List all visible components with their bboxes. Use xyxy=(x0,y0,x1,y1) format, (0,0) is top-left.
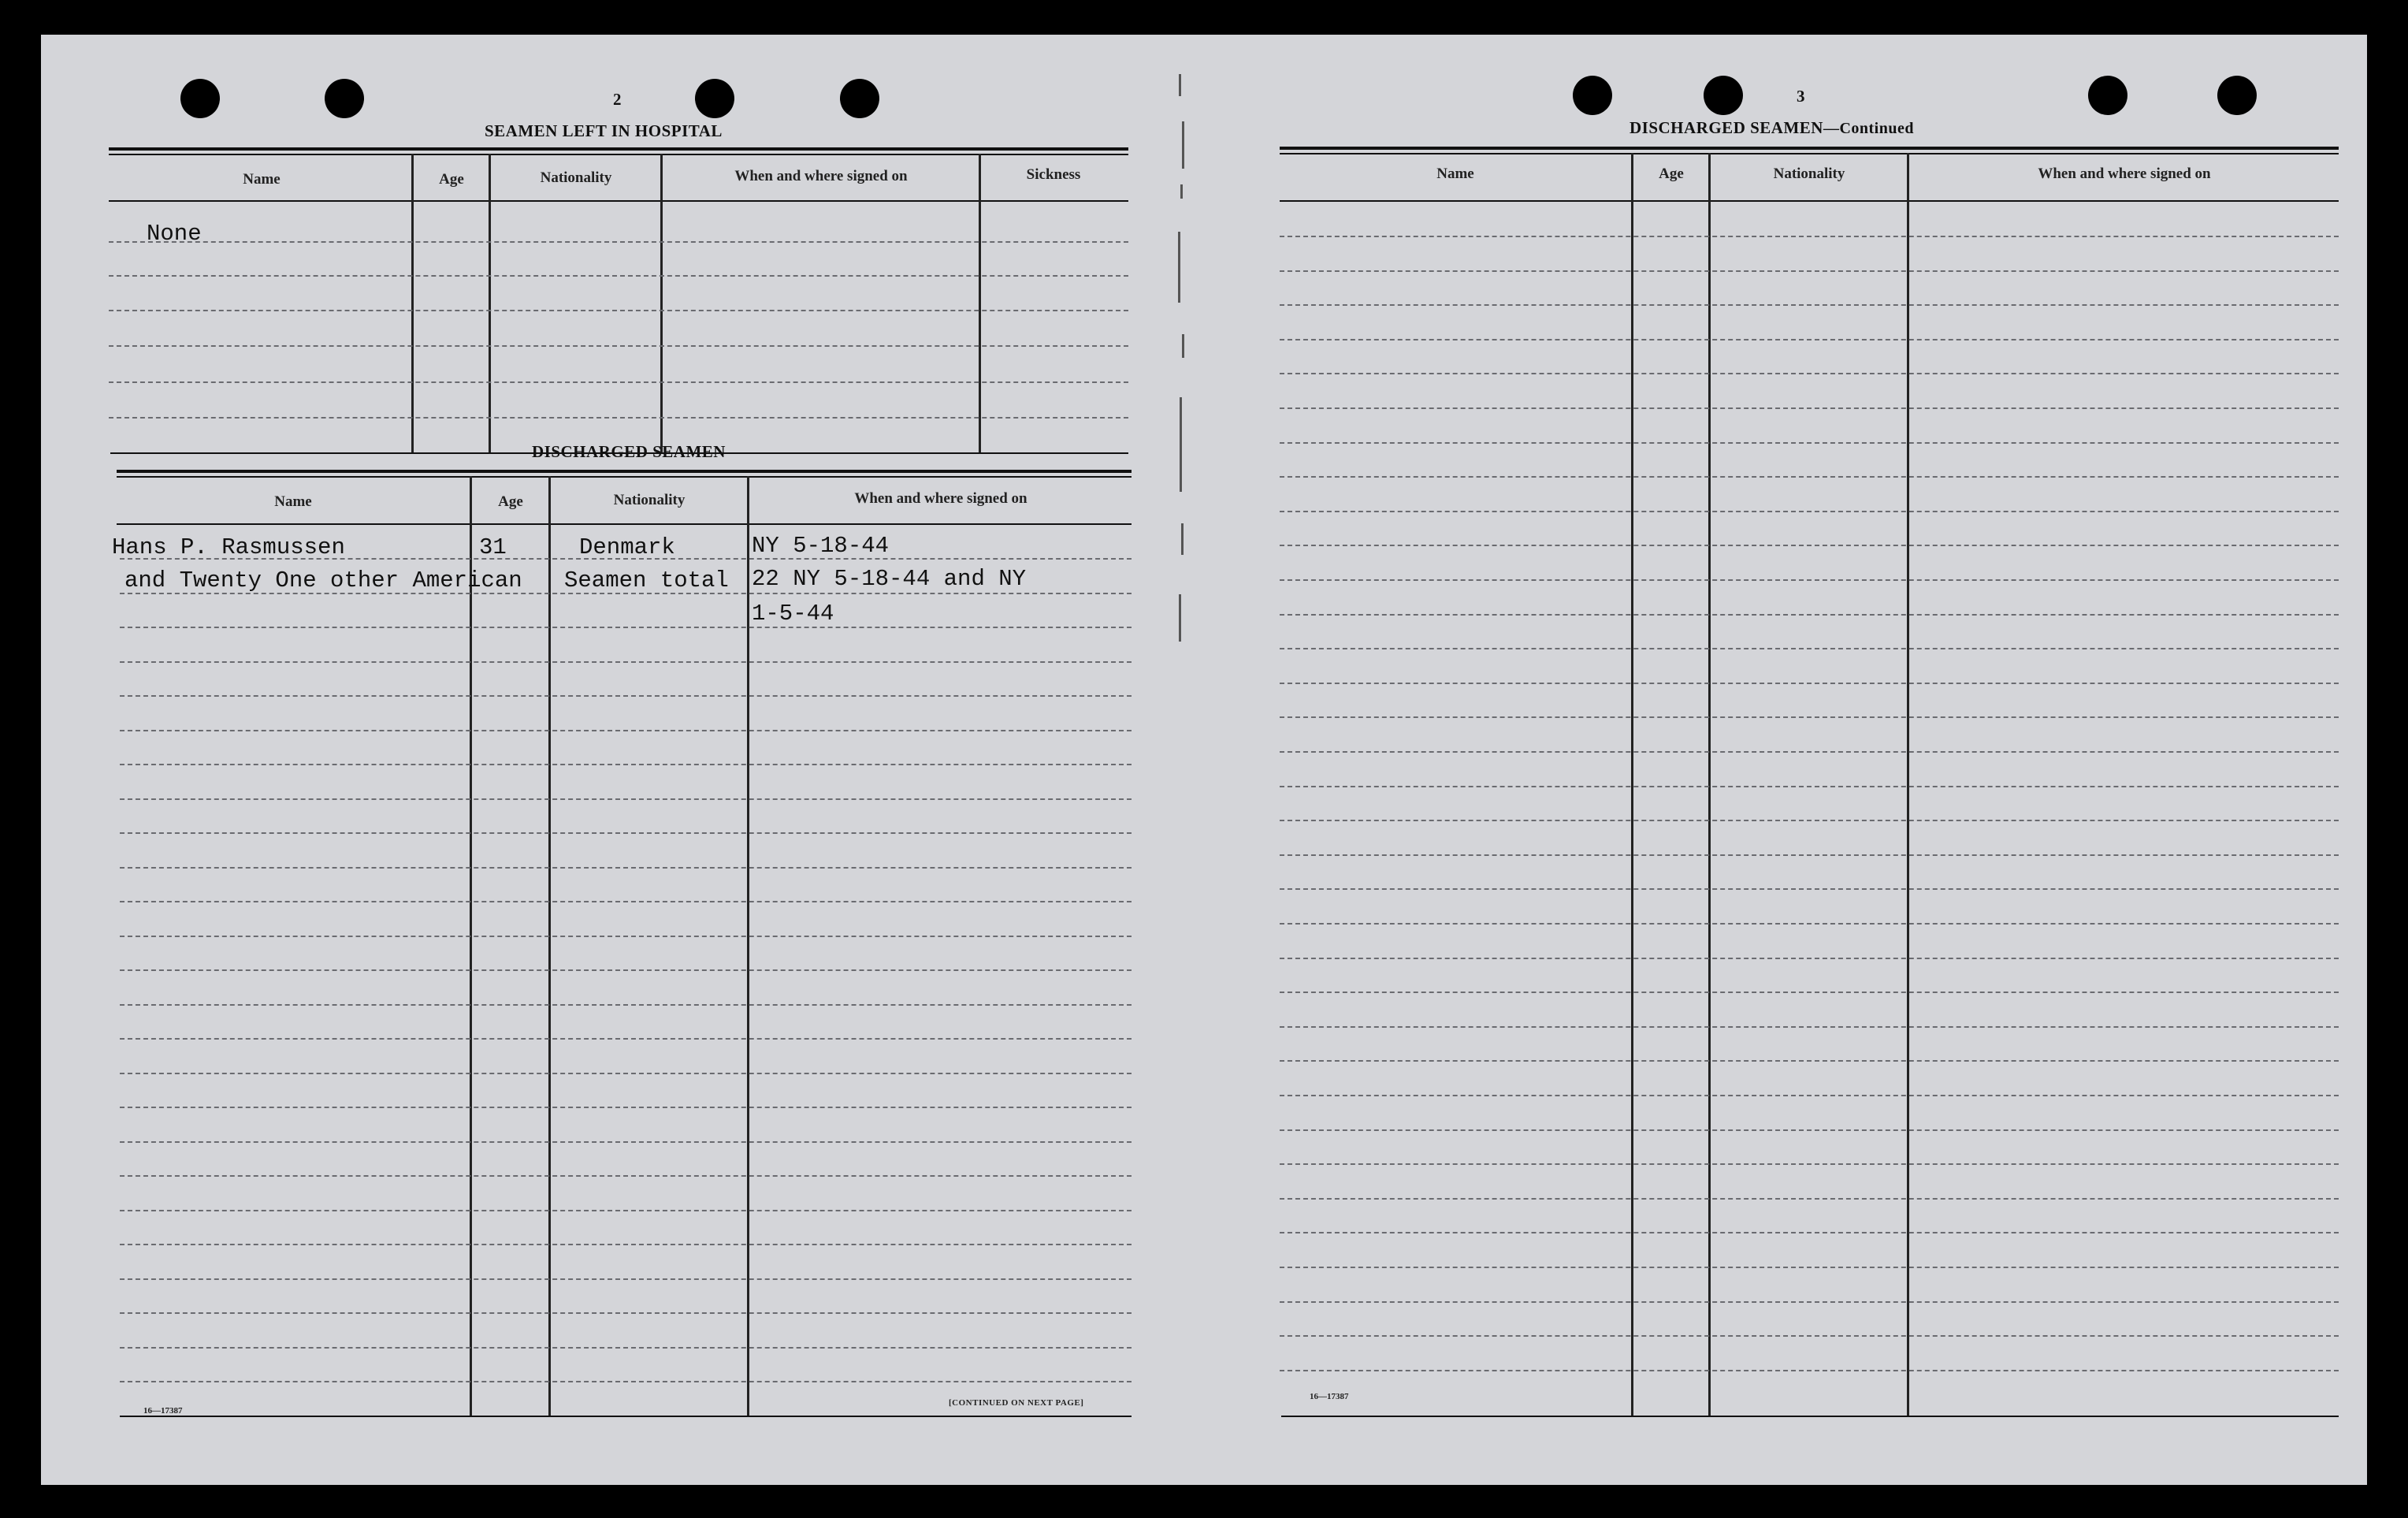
column-divider xyxy=(470,476,472,1416)
entry-line xyxy=(1280,1232,2339,1233)
header-rule xyxy=(1280,200,2339,202)
entry-line xyxy=(109,381,1128,383)
entry-line xyxy=(120,661,1132,663)
entry-line xyxy=(120,1312,1132,1314)
entry-line xyxy=(1280,854,2339,856)
entry-line xyxy=(120,901,1132,902)
table-bottom-rule xyxy=(120,1416,1132,1417)
entry-line xyxy=(1280,888,2339,890)
header-rule xyxy=(109,200,1128,202)
entry-line xyxy=(120,969,1132,971)
column-header-nationality: Nationality xyxy=(1773,166,1845,182)
table-top-rule xyxy=(117,476,1132,478)
column-header-signed-on: When and where signed on xyxy=(854,490,1027,507)
table-top-rule xyxy=(1280,153,2339,154)
binder-hole xyxy=(325,79,364,118)
entry-line xyxy=(120,764,1132,765)
row-2-nationality: Seamen total xyxy=(564,567,729,593)
entry-line xyxy=(109,310,1128,311)
entry-line xyxy=(120,832,1132,834)
row-2-name: and Twenty One other American xyxy=(124,567,522,593)
entry-line xyxy=(1280,1026,2339,1028)
column-divider xyxy=(489,154,491,453)
entry-line xyxy=(120,1038,1132,1040)
form-number: 16—17387 xyxy=(1310,1392,1349,1401)
binder-hole xyxy=(1704,76,1743,115)
column-divider xyxy=(660,154,663,453)
entry-line xyxy=(1280,820,2339,821)
row-1-signed-on: NY 5-18-44 xyxy=(752,533,890,559)
section-title-hospital: SEAMEN LEFT IN HOSPITAL xyxy=(485,121,723,140)
binder-hole xyxy=(180,79,220,118)
entry-line xyxy=(120,1175,1132,1177)
entry-line xyxy=(120,1004,1132,1006)
row-2-signed-on: 22 NY 5-18-44 and NY xyxy=(752,566,1027,592)
column-header-nationality: Nationality xyxy=(613,492,686,508)
entry-line xyxy=(1280,923,2339,925)
entry-line xyxy=(1280,1335,2339,1337)
entry-line xyxy=(1280,407,2339,409)
entry-line xyxy=(120,1278,1132,1280)
column-divider xyxy=(411,154,414,453)
column-header-name: Name xyxy=(1436,166,1474,182)
entry-line xyxy=(1280,716,2339,718)
entry-line xyxy=(109,275,1128,277)
continued-note: [CONTINUED ON NEXT PAGE] xyxy=(949,1398,1084,1408)
entry-line xyxy=(1280,373,2339,374)
entry-line xyxy=(1280,683,2339,684)
entry-line xyxy=(1280,992,2339,993)
binder-hole xyxy=(2217,76,2257,115)
hospital-entry-none: None xyxy=(147,221,202,247)
entry-line xyxy=(120,1210,1132,1211)
entry-line xyxy=(1280,1198,2339,1200)
entry-line xyxy=(1280,648,2339,649)
entry-line xyxy=(109,241,1128,243)
entry-line xyxy=(1280,1060,2339,1062)
entry-line xyxy=(120,867,1132,869)
entry-line xyxy=(120,695,1132,697)
entry-line xyxy=(1280,1301,2339,1303)
column-header-name: Name xyxy=(274,493,312,510)
entry-line xyxy=(1280,958,2339,959)
entry-line xyxy=(109,345,1128,347)
column-header-signed-on: When and where signed on xyxy=(2038,166,2211,182)
left-page xyxy=(41,35,1191,1485)
column-header-age: Age xyxy=(498,493,523,510)
entry-line xyxy=(1280,339,2339,340)
entry-line xyxy=(1280,1095,2339,1096)
page-number: 2 xyxy=(613,90,622,109)
entry-line xyxy=(1280,1370,2339,1371)
form-number: 16—17387 xyxy=(143,1406,183,1416)
entry-line xyxy=(120,627,1132,628)
entry-line xyxy=(1280,751,2339,753)
column-divider xyxy=(979,154,981,453)
column-header-name: Name xyxy=(243,171,281,188)
header-rule xyxy=(117,523,1132,525)
entry-line xyxy=(120,730,1132,731)
row-1-age: 31 xyxy=(479,534,507,560)
binder-hole xyxy=(2088,76,2127,115)
column-header-age: Age xyxy=(439,171,464,188)
entry-line xyxy=(1280,511,2339,512)
entry-line xyxy=(120,936,1132,937)
column-divider xyxy=(548,476,551,1416)
right-page xyxy=(1223,35,2367,1485)
entry-line xyxy=(1280,579,2339,581)
entry-line xyxy=(120,1381,1132,1382)
entry-line xyxy=(1280,304,2339,306)
column-header-signed-on: When and where signed on xyxy=(734,168,908,184)
binder-hole xyxy=(1573,76,1612,115)
table-bottom-rule xyxy=(1281,1416,2339,1417)
entry-line xyxy=(1280,236,2339,237)
row-3-signed-on: 1-5-44 xyxy=(752,601,834,627)
entry-line xyxy=(1280,786,2339,787)
section-title-discharged-continued xyxy=(1629,118,1914,138)
section-title-text: DISCHARGED SEAMEN xyxy=(1629,118,1823,137)
column-header-nationality: Nationality xyxy=(540,169,612,186)
table-top-rule xyxy=(117,470,1132,473)
table-top-rule xyxy=(109,147,1128,151)
entry-line xyxy=(120,1244,1132,1245)
binder-hole xyxy=(695,79,734,118)
row-1-name: Hans P. Rasmussen xyxy=(112,534,345,560)
row-1-nationality: Denmark xyxy=(579,534,675,560)
entry-line xyxy=(120,1347,1132,1349)
column-divider xyxy=(747,476,749,1416)
page-number: 3 xyxy=(1797,87,1805,106)
section-title-suffix: —Continued xyxy=(1823,120,1914,137)
table-top-rule xyxy=(1280,147,2339,150)
entry-line xyxy=(120,798,1132,800)
binder-hole xyxy=(840,79,879,118)
entry-line xyxy=(1280,1129,2339,1131)
entry-line xyxy=(120,1141,1132,1143)
section-title-discharged: DISCHARGED SEAMEN xyxy=(532,442,726,461)
entry-line xyxy=(1280,1163,2339,1165)
document-sheet xyxy=(41,35,2367,1485)
entry-line xyxy=(109,417,1128,419)
entry-line xyxy=(1280,270,2339,272)
entry-line xyxy=(120,1107,1132,1108)
column-header-age: Age xyxy=(1659,166,1684,182)
entry-line xyxy=(1280,1267,2339,1268)
entry-line xyxy=(1280,442,2339,444)
entry-line xyxy=(1280,545,2339,546)
entry-line xyxy=(1280,614,2339,616)
table-top-rule xyxy=(109,154,1128,155)
column-header-sickness: Sickness xyxy=(1026,166,1081,183)
entry-line xyxy=(120,1073,1132,1074)
entry-line xyxy=(1280,476,2339,478)
